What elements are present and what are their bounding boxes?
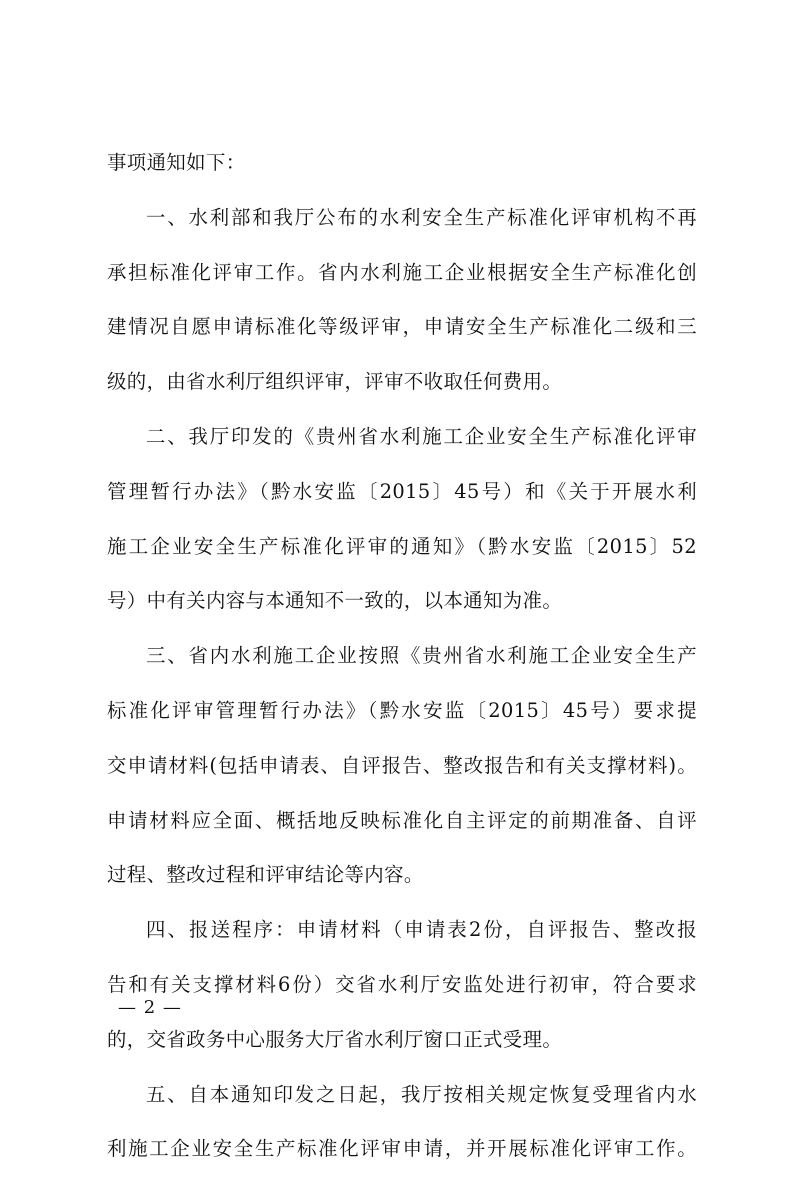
notice-body — [107, 136, 697, 1177]
paragraph-1-line: 承担标准化评审工作。省内水利施工企业根据安全生产标准化创 — [107, 260, 697, 284]
paragraph-3-line: 过程、整改过程和评审结论等内容。 — [107, 863, 424, 887]
paragraph-3-line: 三、省内水利施工企业按照《贵州省水利施工企业安全生产 — [146, 644, 697, 668]
paragraph-3-line: 申请材料应全面、概括地反映标准化自主评定的前期准备、自评 — [107, 808, 697, 832]
paragraph-1-line: 建情况自愿申请标准化等级评审，申请安全生产标准化二级和三 — [107, 315, 697, 339]
paragraph-1-line: 一、水利部和我厅公布的水利安全生产标准化评审机构不再 — [146, 205, 697, 229]
paragraph-2-line: 施工企业安全生产标准化评审的通知》（黔水安监〔2015〕52 — [107, 534, 697, 558]
paragraph-2-line: 管理暂行办法》（黔水安监〔2015〕45号）和《关于开展水利 — [107, 479, 697, 503]
paragraph-2-line: 二、我厅印发的《贵州省水利施工企业安全生产标准化评审 — [146, 424, 697, 448]
paragraph-1-line: 级的，由省水利厅组织评审，评审不收取任何费用。 — [107, 370, 563, 394]
paragraph-5-line: 利施工企业安全生产标准化评审申请，并开展标准化评审工作。 — [107, 1137, 697, 1161]
body-line: 事项通知如下： — [107, 151, 246, 174]
paragraph-4-line: 四、报送程序：申请材料（申请表2份，自评报告、整改报 — [146, 918, 697, 942]
paragraph-3-line: 交申请材料(包括申请表、自评报告、整改报告和有关支撑材料)。 — [107, 753, 697, 777]
page-number: — 2 — — [118, 997, 182, 1018]
paragraph-4-line: 告和有关支撑材料6份）交省水利厅安监处进行初审，符合要求 — [107, 972, 697, 996]
paragraph-3-line: 标准化评审管理暂行办法》（黔水安监〔2015〕45号）要求提 — [107, 698, 697, 722]
paragraph-2-line: 号）中有关内容与本通知不一致的，以本通知为准。 — [107, 589, 563, 613]
paragraph-4-line: 的，交省政务中心服务大厅省水利厅窗口正式受理。 — [107, 1027, 563, 1051]
paragraph-5-line: 五、自本通知印发之日起，我厅按相关规定恢复受理省内水 — [146, 1082, 697, 1106]
